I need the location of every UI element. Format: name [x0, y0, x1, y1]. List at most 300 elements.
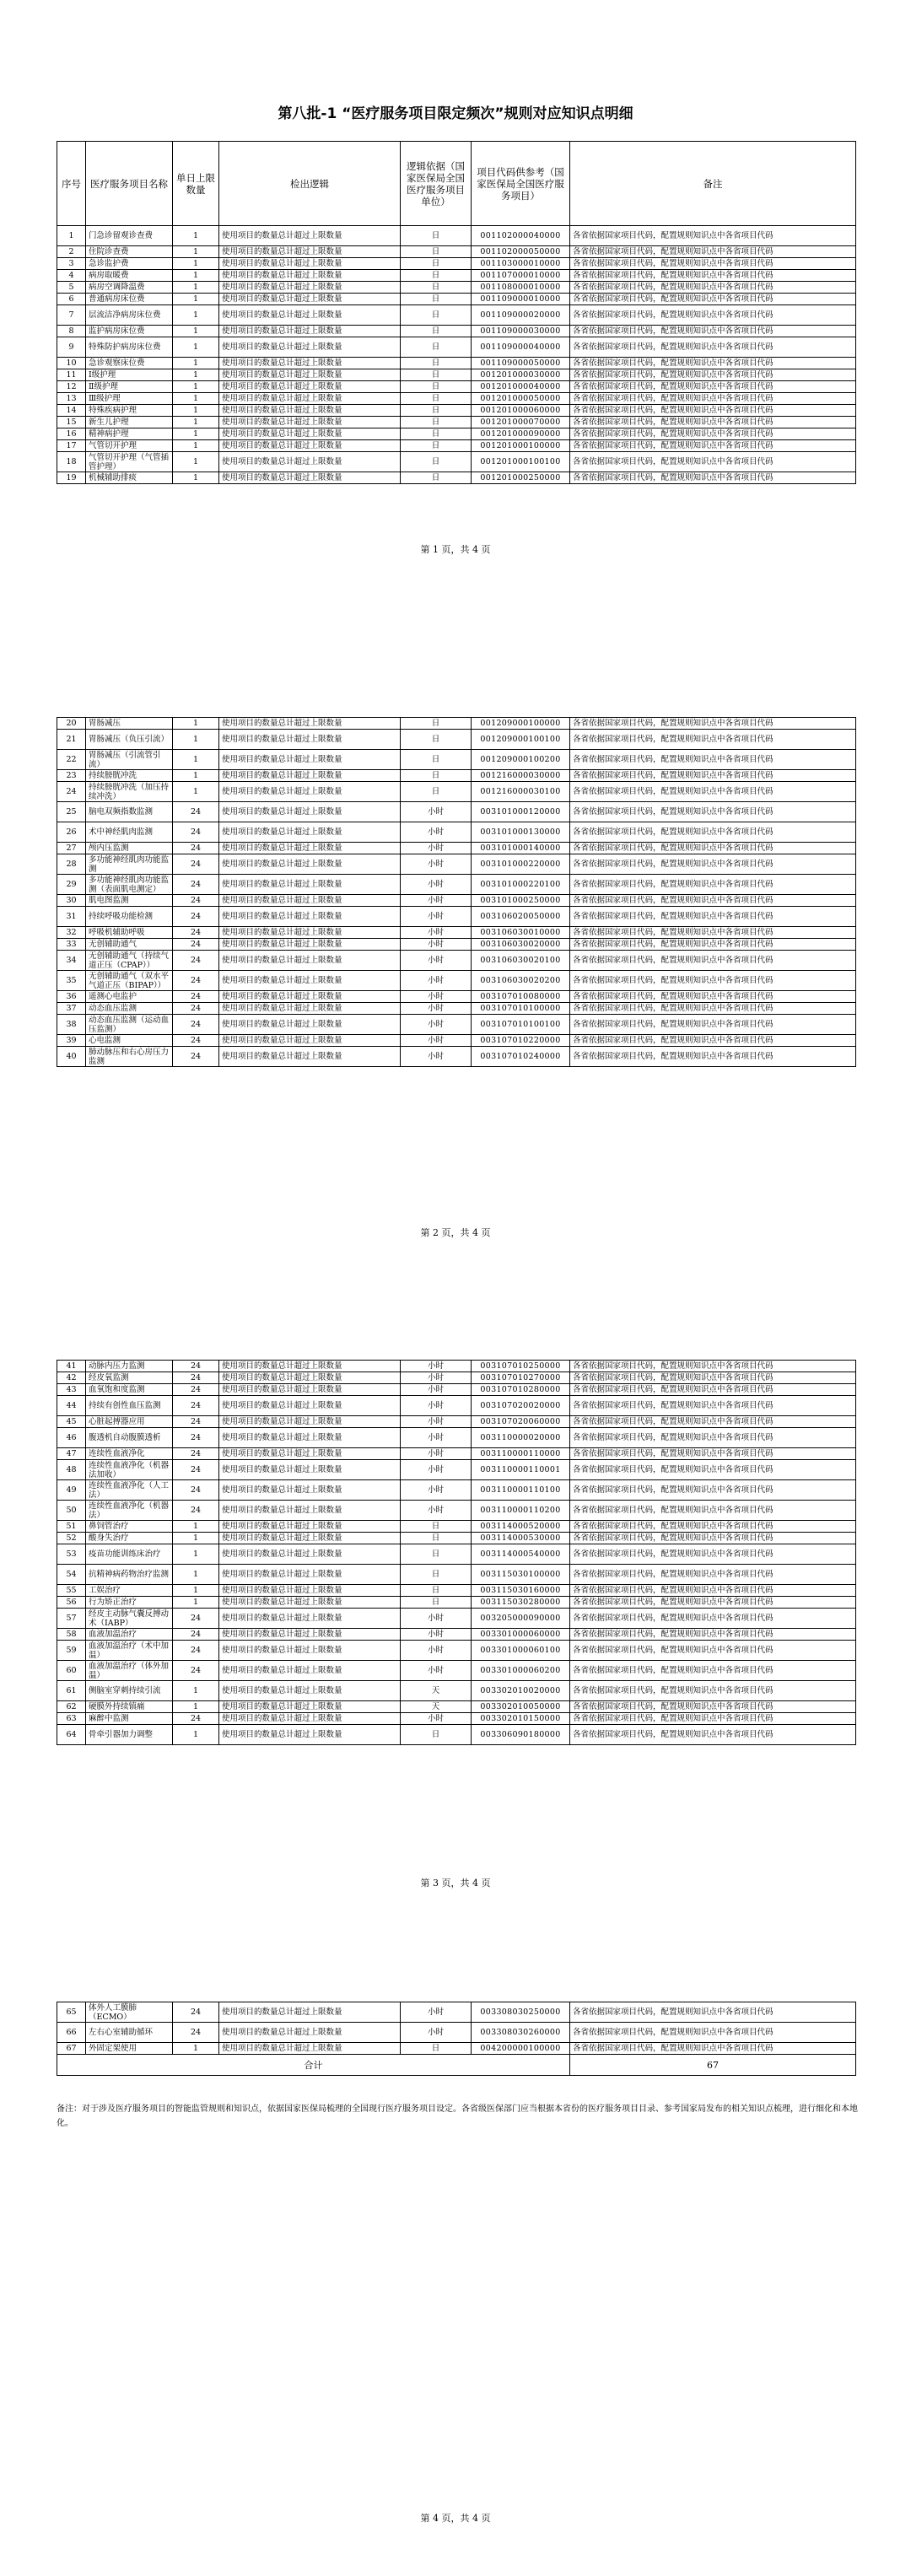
- name-cell: 血氧饱和度监测: [86, 1384, 173, 1396]
- seq-cell: 40: [57, 1047, 86, 1067]
- logic-cell: 使用项目的数量总计超过上限数量: [219, 369, 401, 381]
- seq-cell: 36: [57, 991, 86, 1003]
- remark-cell: 各省依据国家项目代码，配置规则知识点中各省项目代码: [570, 326, 856, 337]
- name-cell: 住院诊查费: [86, 246, 173, 258]
- logic-cell: 使用项目的数量总计超过上限数量: [219, 770, 401, 782]
- logic-cell: 使用项目的数量总计超过上限数量: [219, 1681, 401, 1701]
- name-cell: 脑电双频指数监测: [86, 802, 173, 822]
- remark-cell: 各省依据国家项目代码，配置规则知识点中各省项目代码: [570, 282, 856, 294]
- remark-cell: 各省依据国家项目代码，配置规则知识点中各省项目代码: [570, 1701, 856, 1713]
- limit-cell: 1: [173, 2043, 219, 2055]
- seq-cell: 46: [57, 1428, 86, 1448]
- seq-cell: 38: [57, 1015, 86, 1035]
- logic-cell: 使用项目的数量总计超过上限数量: [219, 1416, 401, 1428]
- table-row: [57, 822, 856, 843]
- logic-cell: 使用项目的数量总计超过上限数量: [219, 258, 401, 270]
- code-cell: 003110000110000: [472, 1448, 570, 1460]
- table-row: [57, 246, 856, 258]
- seq-cell: 65: [57, 2002, 86, 2023]
- seq-cell: 17: [57, 440, 86, 452]
- header-limit: 单日上限数量: [173, 142, 219, 226]
- name-cell: 术中神经肌肉监测: [86, 822, 173, 843]
- limit-cell: 1: [173, 270, 219, 282]
- name-cell: 胃肠减压（引流管引流）: [86, 750, 173, 770]
- unit-cell: 日: [401, 730, 472, 750]
- unit-cell: 日: [401, 1585, 472, 1597]
- table-row: [57, 1003, 856, 1015]
- logic-cell: 使用项目的数量总计超过上限数量: [219, 270, 401, 282]
- table-row: [57, 472, 856, 484]
- seq-cell: 61: [57, 1681, 86, 1701]
- code-cell: 001216000030100: [472, 782, 570, 802]
- table-row: [57, 2023, 856, 2043]
- unit-cell: 小时: [401, 1448, 472, 1460]
- name-cell: 机械辅助排痰: [86, 472, 173, 484]
- seq-cell: 25: [57, 802, 86, 822]
- remark-cell: 各省依据国家项目代码，配置规则知识点中各省项目代码: [570, 1533, 856, 1544]
- logic-cell: 使用项目的数量总计超过上限数量: [219, 428, 401, 440]
- seq-cell: 12: [57, 381, 86, 393]
- code-cell: 001209000100000: [472, 718, 570, 730]
- code-cell: 001107000010000: [472, 270, 570, 282]
- unit-cell: 小时: [401, 1361, 472, 1372]
- seq-cell: 60: [57, 1661, 86, 1681]
- unit-cell: 日: [401, 1597, 472, 1609]
- name-cell: 连续性血液净化（机器法加收）: [86, 1460, 173, 1480]
- unit-cell: 小时: [401, 1416, 472, 1428]
- seq-cell: 47: [57, 1448, 86, 1460]
- logic-cell: 使用项目的数量总计超过上限数量: [219, 381, 401, 393]
- unit-cell: 小时: [401, 1713, 472, 1725]
- unit-cell: 日: [401, 1521, 472, 1533]
- logic-cell: 使用项目的数量总计超过上限数量: [219, 2043, 401, 2055]
- code-cell: 003101000220100: [472, 875, 570, 895]
- name-cell: 血液加温治疗（术中加温）: [86, 1641, 173, 1661]
- code-cell: 003302010050000: [472, 1701, 570, 1713]
- unit-cell: 小时: [401, 2023, 472, 2043]
- name-cell: 外固定架使用: [86, 2043, 173, 2055]
- seq-cell: 58: [57, 1629, 86, 1641]
- table-row: [57, 895, 856, 907]
- name-cell: 持续膀胱冲洗: [86, 770, 173, 782]
- logic-cell: 使用项目的数量总计超过上限数量: [219, 1361, 401, 1372]
- limit-cell: 1: [173, 381, 219, 393]
- code-cell: 003107010100000: [472, 1003, 570, 1015]
- remark-cell: 各省依据国家项目代码，配置规则知识点中各省项目代码: [570, 1015, 856, 1035]
- code-cell: 003115030160000: [472, 1585, 570, 1597]
- table-row: [57, 730, 856, 750]
- unit-cell: 小时: [401, 875, 472, 895]
- remark-cell: 各省依据国家项目代码，配置规则知识点中各省项目代码: [570, 1361, 856, 1372]
- logic-cell: 使用项目的数量总计超过上限数量: [219, 822, 401, 843]
- limit-cell: 1: [173, 440, 219, 452]
- logic-cell: 使用项目的数量总计超过上限数量: [219, 1384, 401, 1396]
- name-cell: 特殊疾病护理: [86, 405, 173, 417]
- code-cell: 003114000540000: [472, 1544, 570, 1565]
- seq-cell: 4: [57, 270, 86, 282]
- limit-cell: 24: [173, 843, 219, 854]
- name-cell: 腹透机自动腹膜透析: [86, 1428, 173, 1448]
- code-cell: 001201000100100: [472, 452, 570, 472]
- remark-cell: 各省依据国家项目代码，配置规则知识点中各省项目代码: [570, 1629, 856, 1641]
- table-row: [57, 452, 856, 472]
- unit-cell: 日: [401, 226, 472, 246]
- name-cell: 行为矫正治疗: [86, 1597, 173, 1609]
- name-cell: 血液加温治疗（体外加温）: [86, 1661, 173, 1681]
- seq-cell: 51: [57, 1521, 86, 1533]
- rule-table-page-2: [57, 717, 856, 1067]
- name-cell: 病房空调降温费: [86, 282, 173, 294]
- table-row: [57, 2002, 856, 2023]
- table-row: [57, 1681, 856, 1701]
- name-cell: 呼吸机辅助呼吸: [86, 927, 173, 939]
- table-row: [57, 875, 856, 895]
- unit-cell: 日: [401, 393, 472, 405]
- header-name: 医疗服务项目名称: [86, 142, 173, 226]
- limit-cell: 1: [173, 472, 219, 484]
- table-row: [57, 1384, 856, 1396]
- logic-cell: 使用项目的数量总计超过上限数量: [219, 2002, 401, 2023]
- seq-cell: 28: [57, 854, 86, 875]
- logic-cell: 使用项目的数量总计超过上限数量: [219, 1003, 401, 1015]
- limit-cell: 24: [173, 1428, 219, 1448]
- logic-cell: 使用项目的数量总计超过上限数量: [219, 1565, 401, 1585]
- remark-cell: 各省依据国家项目代码，配置规则知识点中各省项目代码: [570, 246, 856, 258]
- name-cell: 新生儿护理: [86, 417, 173, 428]
- code-cell: 003110000110001: [472, 1460, 570, 1480]
- limit-cell: 1: [173, 452, 219, 472]
- logic-cell: 使用项目的数量总计超过上限数量: [219, 951, 401, 971]
- limit-cell: 1: [173, 326, 219, 337]
- name-cell: 病房取暖费: [86, 270, 173, 282]
- table-row: [57, 440, 856, 452]
- logic-cell: 使用项目的数量总计超过上限数量: [219, 875, 401, 895]
- logic-cell: 使用项目的数量总计超过上限数量: [219, 907, 401, 927]
- unit-cell: 小时: [401, 2002, 472, 2023]
- unit-cell: 日: [401, 770, 472, 782]
- code-cell: 001201000250000: [472, 472, 570, 484]
- table-row: [57, 1361, 856, 1372]
- name-cell: 抗精神病药物治疗监测: [86, 1565, 173, 1585]
- limit-cell: 24: [173, 927, 219, 939]
- remark-cell: 各省依据国家项目代码，配置规则知识点中各省项目代码: [570, 358, 856, 369]
- unit-cell: 日: [401, 782, 472, 802]
- unit-cell: 日: [401, 2043, 472, 2055]
- rule-table-page-3: [57, 1360, 856, 1745]
- remark-cell: 各省依据国家项目代码，配置规则知识点中各省项目代码: [570, 337, 856, 358]
- table-row: [57, 1609, 856, 1629]
- limit-cell: 1: [173, 1725, 219, 1745]
- logic-cell: 使用项目的数量总计超过上限数量: [219, 718, 401, 730]
- limit-cell: 24: [173, 939, 219, 951]
- code-cell: 003107010100100: [472, 1015, 570, 1035]
- logic-cell: 使用项目的数量总计超过上限数量: [219, 440, 401, 452]
- name-cell: 连续性血液净化（机器法）: [86, 1501, 173, 1521]
- unit-cell: 日: [401, 1544, 472, 1565]
- table-row: [57, 294, 856, 305]
- code-cell: 003107020060000: [472, 1416, 570, 1428]
- seq-cell: 59: [57, 1641, 86, 1661]
- seq-cell: 13: [57, 393, 86, 405]
- code-cell: 003308030260000: [472, 2023, 570, 2043]
- name-cell: 侧脑室穿刺持续引流: [86, 1681, 173, 1701]
- table-row: [57, 381, 856, 393]
- code-cell: 003106030020200: [472, 971, 570, 991]
- seq-cell: 2: [57, 246, 86, 258]
- seq-cell: 37: [57, 1003, 86, 1015]
- limit-cell: 1: [173, 718, 219, 730]
- unit-cell: 小时: [401, 951, 472, 971]
- logic-cell: 使用项目的数量总计超过上限数量: [219, 1396, 401, 1416]
- table-row: [57, 1713, 856, 1725]
- limit-cell: 1: [173, 226, 219, 246]
- table-body: [57, 226, 856, 484]
- table-row: [57, 718, 856, 730]
- logic-cell: 使用项目的数量总计超过上限数量: [219, 282, 401, 294]
- code-cell: 003110000110100: [472, 1480, 570, 1501]
- logic-cell: 使用项目的数量总计超过上限数量: [219, 750, 401, 770]
- remark-cell: 各省依据国家项目代码，配置规则知识点中各省项目代码: [570, 971, 856, 991]
- remark-cell: 各省依据国家项目代码，配置规则知识点中各省项目代码: [570, 294, 856, 305]
- page-number: 第 3 页，共 4 页: [420, 1878, 491, 1889]
- logic-cell: 使用项目的数量总计超过上限数量: [219, 358, 401, 369]
- code-cell: 003106030010000: [472, 927, 570, 939]
- header-unit: 逻辑依据（国家医保局全国医疗服务项目单位）: [401, 142, 472, 226]
- table-row: [57, 1521, 856, 1533]
- name-cell: 连续性血液净化: [86, 1448, 173, 1460]
- table-row: [57, 1565, 856, 1585]
- limit-cell: 1: [173, 358, 219, 369]
- name-cell: 持续有创性血压监测: [86, 1396, 173, 1416]
- remark-cell: 各省依据国家项目代码，配置规则知识点中各省项目代码: [570, 875, 856, 895]
- limit-cell: 24: [173, 907, 219, 927]
- table-row: [57, 417, 856, 428]
- name-cell: 多功能神经肌肉功能监测（表面肌电测定）: [86, 875, 173, 895]
- remark-cell: 各省依据国家项目代码，配置规则知识点中各省项目代码: [570, 750, 856, 770]
- unit-cell: 日: [401, 282, 472, 294]
- seq-cell: 21: [57, 730, 86, 750]
- name-cell: 胃肠减压: [86, 718, 173, 730]
- name-cell: 鼻饲管治疗: [86, 1521, 173, 1533]
- table-row: [57, 393, 856, 405]
- limit-cell: 1: [173, 782, 219, 802]
- seq-cell: 7: [57, 305, 86, 326]
- seq-cell: 19: [57, 472, 86, 484]
- seq-cell: 35: [57, 971, 86, 991]
- name-cell: 工娱治疗: [86, 1585, 173, 1597]
- unit-cell: 日: [401, 258, 472, 270]
- name-cell: 左右心室辅助循环: [86, 2023, 173, 2043]
- logic-cell: 使用项目的数量总计超过上限数量: [219, 1428, 401, 1448]
- limit-cell: 24: [173, 991, 219, 1003]
- remark-cell: 各省依据国家项目代码，配置规则知识点中各省项目代码: [570, 1396, 856, 1416]
- logic-cell: 使用项目的数量总计超过上限数量: [219, 2023, 401, 2043]
- logic-cell: 使用项目的数量总计超过上限数量: [219, 472, 401, 484]
- code-cell: 001216000030000: [472, 770, 570, 782]
- name-cell: 特殊防护病房床位费: [86, 337, 173, 358]
- table-row: [57, 782, 856, 802]
- code-cell: 003114000530000: [472, 1533, 570, 1544]
- logic-cell: 使用项目的数量总计超过上限数量: [219, 1460, 401, 1480]
- code-cell: 003106030020000: [472, 939, 570, 951]
- logic-cell: 使用项目的数量总计超过上限数量: [219, 337, 401, 358]
- seq-cell: 45: [57, 1416, 86, 1428]
- seq-cell: 34: [57, 951, 86, 971]
- table-row: [57, 854, 856, 875]
- table-row: [57, 1396, 856, 1416]
- code-cell: 001209000100100: [472, 730, 570, 750]
- code-cell: 003101000140000: [472, 843, 570, 854]
- name-cell: 连续性血液净化（人工法）: [86, 1480, 173, 1501]
- logic-cell: 使用项目的数量总计超过上限数量: [219, 246, 401, 258]
- unit-cell: 小时: [401, 854, 472, 875]
- remark-cell: 各省依据国家项目代码，配置规则知识点中各省项目代码: [570, 405, 856, 417]
- limit-cell: 1: [173, 258, 219, 270]
- remark-cell: 各省依据国家项目代码，配置规则知识点中各省项目代码: [570, 452, 856, 472]
- seq-cell: 67: [57, 2043, 86, 2055]
- limit-cell: 24: [173, 1480, 219, 1501]
- unit-cell: 小时: [401, 1035, 472, 1047]
- limit-cell: 1: [173, 393, 219, 405]
- seq-cell: 54: [57, 1565, 86, 1585]
- remark-cell: 各省依据国家项目代码，配置规则知识点中各省项目代码: [570, 1003, 856, 1015]
- remark-cell: 各省依据国家项目代码，配置规则知识点中各省项目代码: [570, 1035, 856, 1047]
- table-row: [57, 1629, 856, 1641]
- table-row: [57, 270, 856, 282]
- remark-cell: 各省依据国家项目代码，配置规则知识点中各省项目代码: [570, 1597, 856, 1609]
- table-row: [57, 1372, 856, 1384]
- limit-cell: 24: [173, 854, 219, 875]
- seq-cell: 41: [57, 1361, 86, 1372]
- page-number: 第 2 页，共 4 页: [420, 1227, 491, 1238]
- header-code: 项目代码供参考（国家医保局全国医疗服务项目）: [472, 142, 570, 226]
- remark-cell: 各省依据国家项目代码，配置规则知识点中各省项目代码: [570, 1725, 856, 1745]
- limit-cell: 24: [173, 1384, 219, 1396]
- remark-cell: 各省依据国家项目代码，配置规则知识点中各省项目代码: [570, 393, 856, 405]
- seq-cell: 49: [57, 1480, 86, 1501]
- limit-cell: 24: [173, 822, 219, 843]
- table-row: [57, 258, 856, 270]
- unit-cell: 小时: [401, 1501, 472, 1521]
- table-row: [57, 1416, 856, 1428]
- code-cell: 001109000050000: [472, 358, 570, 369]
- table-row: [57, 305, 856, 326]
- remark-cell: 各省依据国家项目代码，配置规则知识点中各省项目代码: [570, 472, 856, 484]
- limit-cell: 24: [173, 1416, 219, 1428]
- remark-cell: 各省依据国家项目代码，配置规则知识点中各省项目代码: [570, 782, 856, 802]
- name-cell: 骨牵引器加力调整: [86, 1725, 173, 1745]
- table-row: [57, 1661, 856, 1681]
- table-row: [57, 1047, 856, 1067]
- table-row: [57, 358, 856, 369]
- logic-cell: 使用项目的数量总计超过上限数量: [219, 854, 401, 875]
- logic-cell: 使用项目的数量总计超过上限数量: [219, 1480, 401, 1501]
- unit-cell: 日: [401, 405, 472, 417]
- remark-cell: 各省依据国家项目代码，配置规则知识点中各省项目代码: [570, 843, 856, 854]
- seq-cell: 26: [57, 822, 86, 843]
- code-cell: 001109000040000: [472, 337, 570, 358]
- unit-cell: 小时: [401, 1372, 472, 1384]
- code-cell: 001201000100000: [472, 440, 570, 452]
- code-cell: 001201000090000: [472, 428, 570, 440]
- unit-cell: 天: [401, 1701, 472, 1713]
- code-cell: 003106020050000: [472, 907, 570, 927]
- code-cell: 003107010220000: [472, 1035, 570, 1047]
- limit-cell: 24: [173, 1035, 219, 1047]
- code-cell: 003110000020000: [472, 1428, 570, 1448]
- unit-cell: 日: [401, 305, 472, 326]
- remark-cell: 各省依据国家项目代码，配置规则知识点中各省项目代码: [570, 718, 856, 730]
- seq-cell: 30: [57, 895, 86, 907]
- limit-cell: 1: [173, 1701, 219, 1713]
- logic-cell: 使用项目的数量总计超过上限数量: [219, 843, 401, 854]
- table-body: [57, 1361, 856, 1745]
- name-cell: 疫苗功能训练床治疗: [86, 1544, 173, 1565]
- table-row: [57, 951, 856, 971]
- name-cell: 动脉内压力监测: [86, 1361, 173, 1372]
- remark-cell: 各省依据国家项目代码，配置规则知识点中各省项目代码: [570, 1047, 856, 1067]
- remark-cell: 各省依据国家项目代码，配置规则知识点中各省项目代码: [570, 1384, 856, 1396]
- limit-cell: 24: [173, 1361, 219, 1372]
- seq-cell: 55: [57, 1585, 86, 1597]
- name-cell: 经皮氧监测: [86, 1372, 173, 1384]
- limit-cell: 1: [173, 405, 219, 417]
- name-cell: 心脏起搏器应用: [86, 1416, 173, 1428]
- logic-cell: 使用项目的数量总计超过上限数量: [219, 1521, 401, 1533]
- limit-cell: 1: [173, 1597, 219, 1609]
- unit-cell: 小时: [401, 1460, 472, 1480]
- remark-cell: 各省依据国家项目代码，配置规则知识点中各省项目代码: [570, 1521, 856, 1533]
- footnote: 备注：对于涉及医疗服务项目的智能监管规则和知识点，依据国家医保局梳理的全国现行医疗服务项目设定。各省级医保部门应当根据本省份的医疗服务项目目录、参考国家局发布的相关知识点梳理，进行细化和本地化。: [57, 2104, 858, 2128]
- remark-cell: 各省依据国家项目代码，配置规则知识点中各省项目代码: [570, 1641, 856, 1661]
- seq-cell: 64: [57, 1725, 86, 1745]
- seq-cell: 63: [57, 1713, 86, 1725]
- unit-cell: 日: [401, 381, 472, 393]
- code-cell: 001102000040000: [472, 226, 570, 246]
- code-cell: 003101000250000: [472, 895, 570, 907]
- table-row: [57, 1544, 856, 1565]
- limit-cell: 24: [173, 802, 219, 822]
- unit-cell: 日: [401, 358, 472, 369]
- remark-cell: 各省依据国家项目代码，配置规则知识点中各省项目代码: [570, 730, 856, 750]
- unit-cell: 日: [401, 417, 472, 428]
- name-cell: 硬膜外持续镇痛: [86, 1701, 173, 1713]
- logic-cell: 使用项目的数量总计超过上限数量: [219, 1661, 401, 1681]
- limit-cell: 1: [173, 428, 219, 440]
- document-title: 第八批-1 “医疗服务项目限定频次”规则对应知识点明细: [278, 105, 633, 122]
- unit-cell: 小时: [401, 1661, 472, 1681]
- seq-cell: 11: [57, 369, 86, 381]
- unit-cell: 小时: [401, 1384, 472, 1396]
- code-cell: 001201000040000: [472, 381, 570, 393]
- name-cell: 层流洁净病房床位费: [86, 305, 173, 326]
- limit-cell: 1: [173, 1585, 219, 1597]
- remark-cell: 各省依据国家项目代码，配置规则知识点中各省项目代码: [570, 305, 856, 326]
- name-cell: 普通病房床位费: [86, 294, 173, 305]
- logic-cell: 使用项目的数量总计超过上限数量: [219, 1641, 401, 1661]
- unit-cell: 小时: [401, 1396, 472, 1416]
- unit-cell: 小时: [401, 802, 472, 822]
- table-row: [57, 1533, 856, 1544]
- seq-cell: 42: [57, 1372, 86, 1384]
- unit-cell: 日: [401, 1725, 472, 1745]
- page-number: 第 4 页，共 4 页: [420, 2513, 491, 2524]
- limit-cell: 24: [173, 1609, 219, 1629]
- logic-cell: 使用项目的数量总计超过上限数量: [219, 1609, 401, 1629]
- logic-cell: 使用项目的数量总计超过上限数量: [219, 895, 401, 907]
- unit-cell: 小时: [401, 1609, 472, 1629]
- remark-cell: 各省依据国家项目代码，配置规则知识点中各省项目代码: [570, 1448, 856, 1460]
